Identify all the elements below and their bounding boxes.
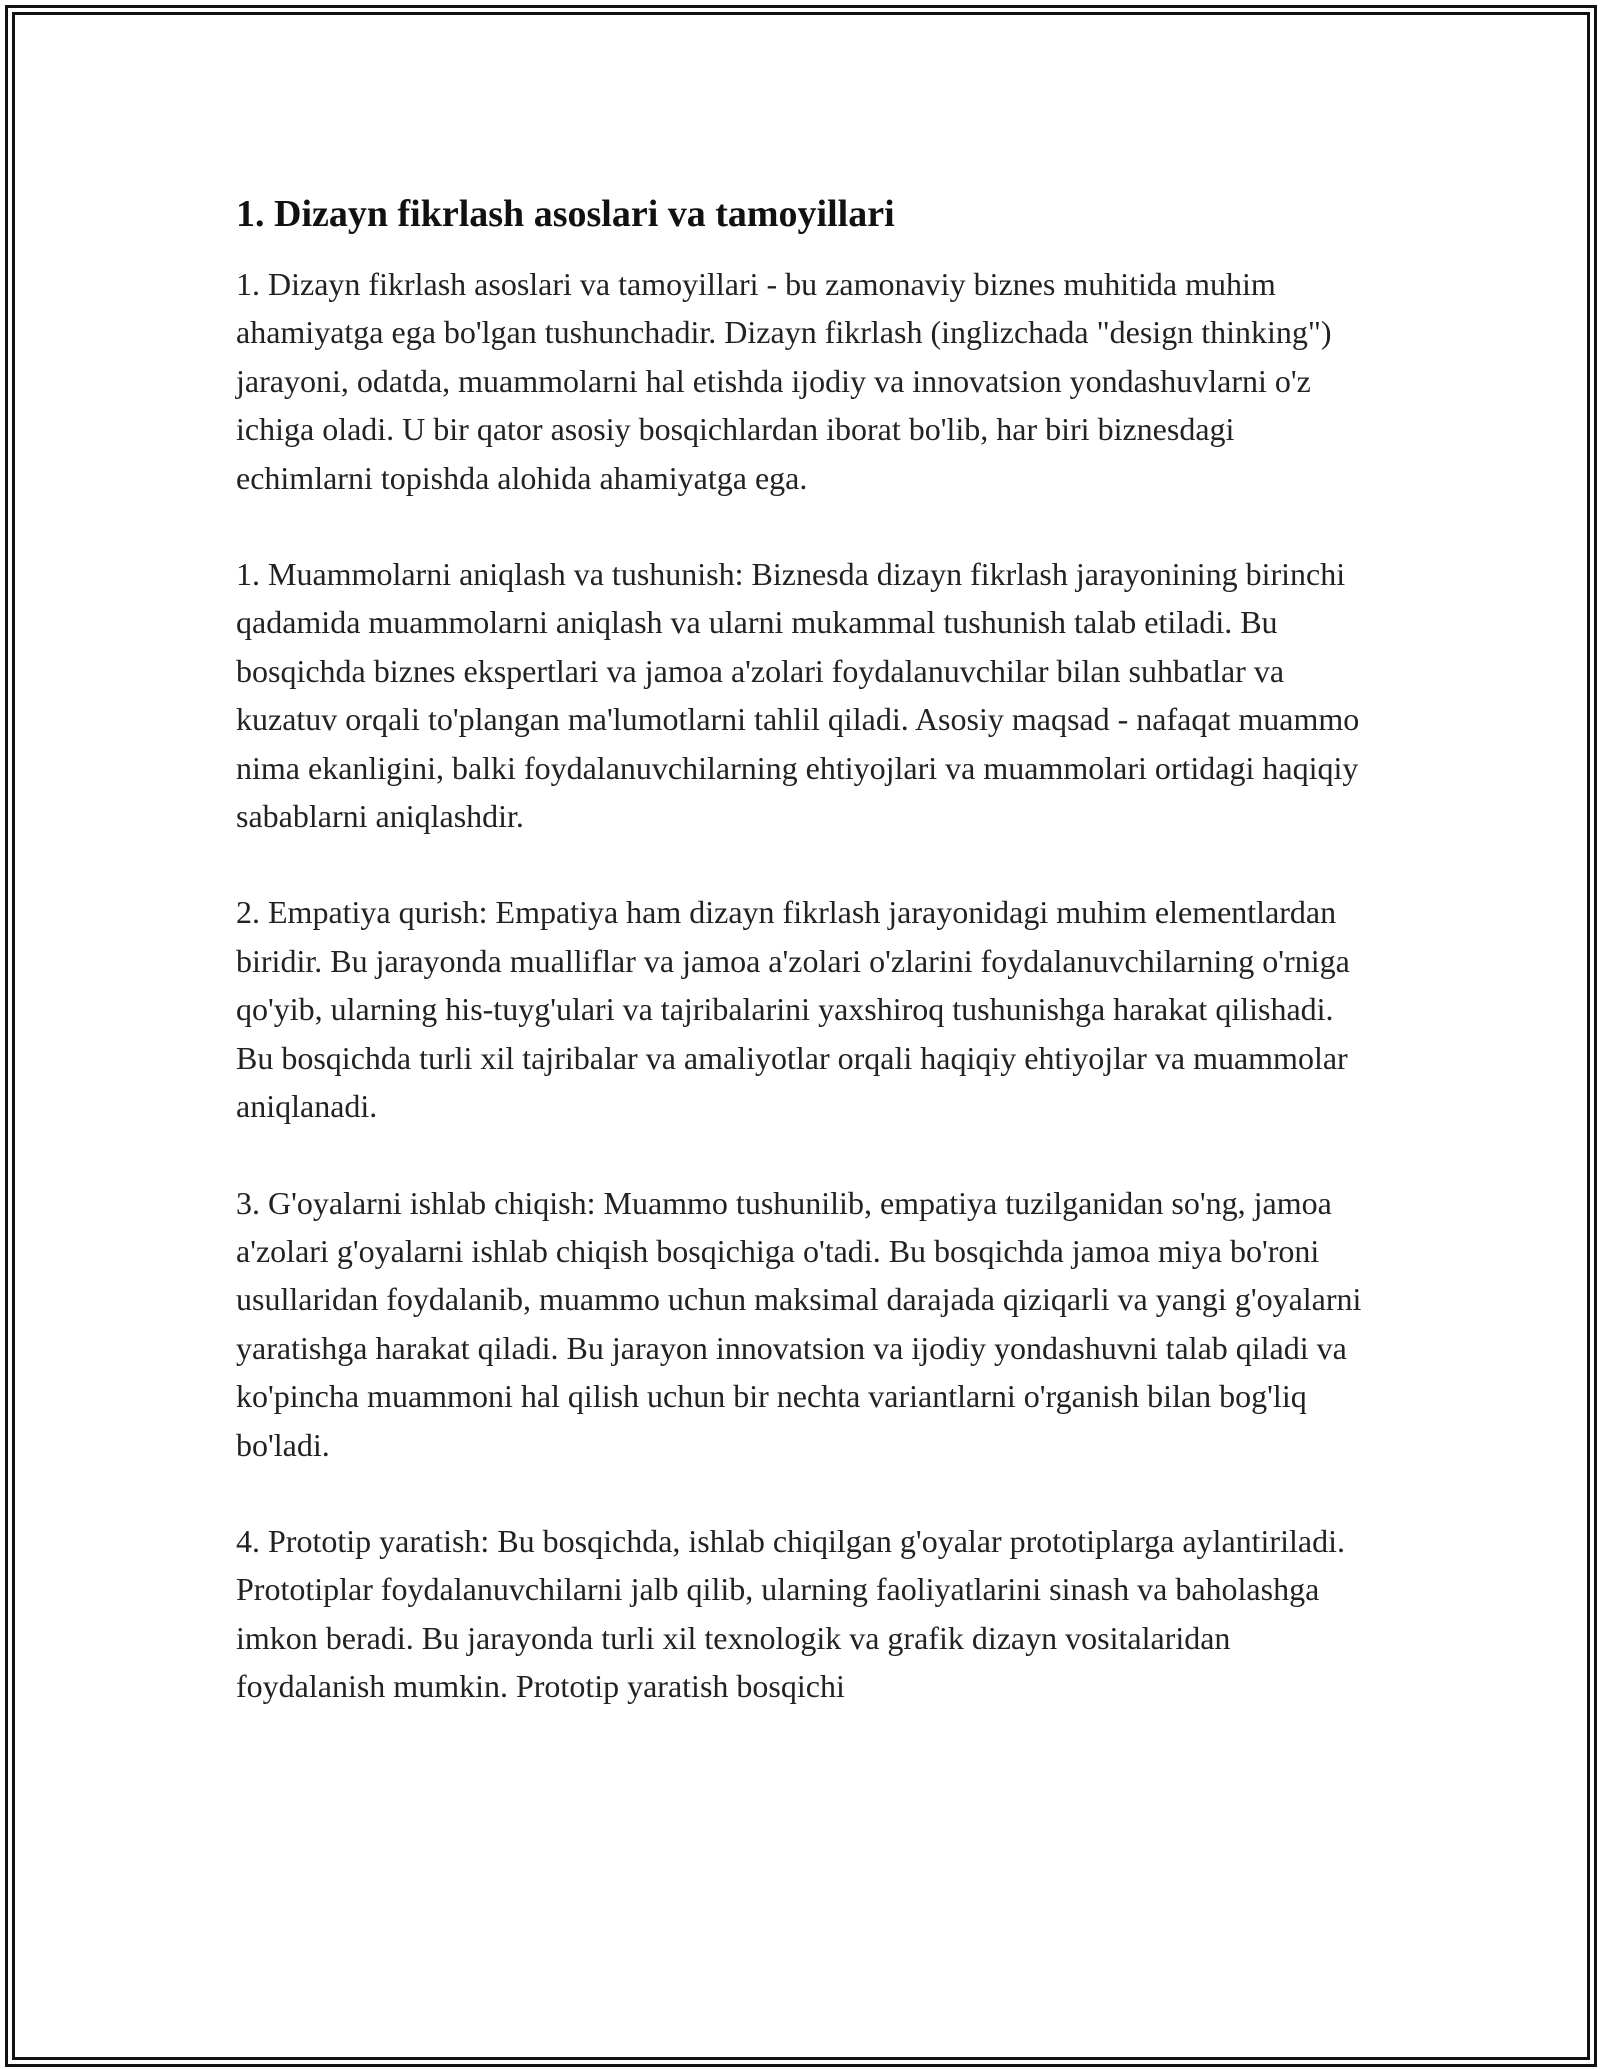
paragraph-prototyping: 4. Prototip yaratish: Bu bosqichda, ishlab chiqilgan g'oyalar prototiplarga aylantiriladi. Prototiplar foydalanuvchilarni jalb qilib, ularning faoliyatlarini sinash va baholashga imkon beradi. Bu jarayonda turli xil texnologik va grafik dizayn vositalaridan foydalanish mumkin. Prototip yaratish bosqichi: [236, 1522, 1345, 1705]
paragraph-empathy: 2. Empatiya qurish: Empatiya ham dizayn fikrlash jarayonidagi muhim elementlardan biridir. Bu jarayonda mualliflar va jamoa a'zolari o'zlarini foydalanuvchilarning o'rniga qo'yib, ularning his-tuyg'ulari va tajribalarini yaxshiroq tushunishga harakat qilishadi. Bu bosqichda turli xil tajribalar va amaliyotlar orqali haqiqiy ehtiyojlar va muammolar aniqlanadi.: [236, 894, 1350, 1125]
intro-paragraph: 1. Dizayn fikrlash asoslari va tamoyillari - bu zamonaviy biznes muhitida muhim ahamiyatga ega bo'lgan tushunchadir. Dizayn fikrlash (inglizchada "design thinking") jarayoni, odatda, muammolarni hal etishda ijodiy va innovatsion yondashuvlarni o'z ichiga oladi. U bir qator asosiy bosqichlardan iborat bo'lib, har biri biznesdagi echimlarni topishda alohida ahamiyatga ega.: [236, 266, 1332, 496]
paragraph-problem-definition: 1. Muammolarni aniqlash va tushunish: Biznesda dizayn fikrlash jarayonining birinchi qadamida muammolarni aniqlash va ularni mukammal tushunish talab etiladi. Bu bosqichda biznes ekspertlari va jamoa a'zolari foydalanuvchilar bilan suhbatlar va kuzatuv orqali to'plangan ma'lumotlarni tahlil qiladi. Asosiy maqsad - nafaqat muammo nima ekanligini, balki foydalanuvchilarning ehtiyojlari va muammolari ortidagi haqiqiy sabablarni aniqlashdir.: [236, 556, 1360, 835]
paragraph-ideation: 3. G'oyalarni ishlab chiqish: Muammo tushunilib, empatiya tuzilganidan so'ng, jamoa a'zolari g'oyalarni ishlab chiqish bosqichiga o'tadi. Bu bosqichda jamoa miya bo'roni usullaridan foydalanib, muammo uchun maksimal darajada qiziqarli va yangi g'oyalarni yaratishga harakat qiladi. Bu jarayon innovatsion va ijodiy yondashuvni talab qiladi va ko'pincha muammoni hal qilish uchun bir nechta variantlarni o'rganish bilan bog'liq bo'ladi.: [236, 1184, 1362, 1463]
section-heading: 1. Dizayn fikrlash asoslari va tamoyillari: [236, 193, 895, 235]
document-body: [236, 188, 1366, 1711]
